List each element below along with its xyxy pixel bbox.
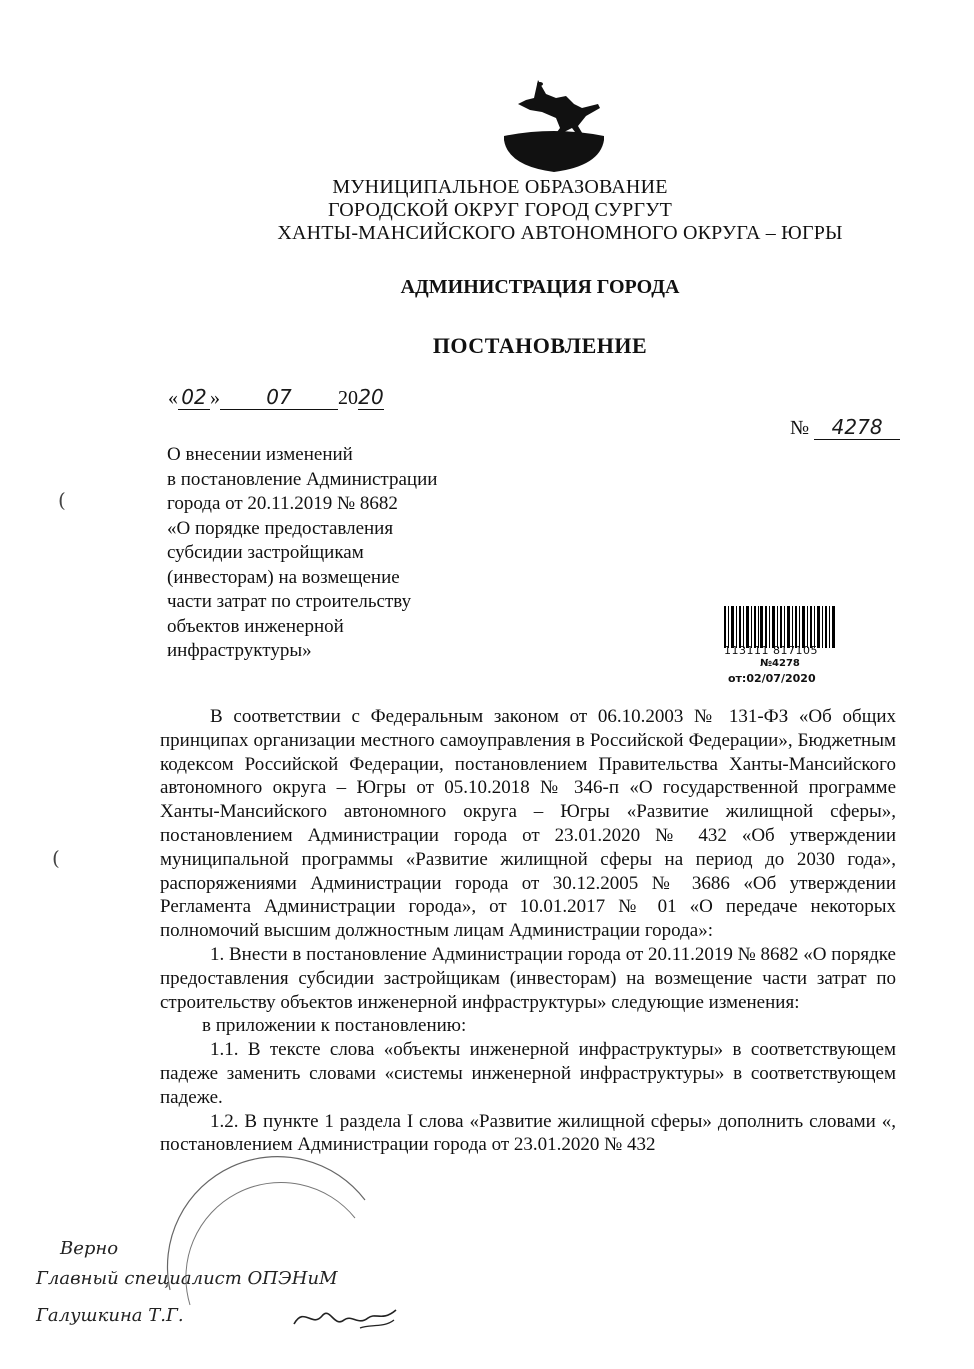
date-open-quote: « — [168, 387, 178, 409]
barcode-number: №4278 — [760, 658, 800, 669]
body-item-1: 1. Внести в постановление Администрации города от 20.11.2019 № 8682 «О порядке предоставления субсидии застройщикам (инвесторам) на возмещение части затрат по строительству объектов инженерной инфраструктуры» следующие изменения: — [160, 943, 896, 1013]
barcode-date: от:02/07/2020 — [728, 672, 816, 685]
body-item-1-sub: в приложении к постановлению: — [202, 1015, 467, 1037]
subject-line: субсидии застройщикам — [167, 542, 364, 563]
surgut-emblem-icon — [500, 74, 608, 174]
document-subject — [167, 443, 497, 664]
number-label: № — [790, 417, 810, 439]
margin-mark: ( — [52, 846, 60, 870]
handwritten-verified: Верно — [60, 1238, 119, 1259]
subject-line: О внесении изменений — [167, 444, 353, 465]
subject-line: «О порядке предоставления — [167, 517, 394, 539]
municipality-line-3: ХАНТЫ-МАНСИЙСКОГО АВТОНОМНОГО ОКРУГА – ЮГРЫ — [277, 222, 843, 244]
date-year-prefix: 20 — [338, 387, 358, 409]
document-type-title: ПОСТАНОВЛЕНИЕ — [432, 333, 648, 358]
body-item-1-2: 1.2. В пункте 1 раздела I слова «Развитие жилищной сферы» дополнить словами «, постановлением Администрации города от 23.01.2020 № 432 — [160, 1110, 896, 1156]
handwritten-position: Главный специалист ОПЭНиМ — [36, 1268, 338, 1289]
date-month: 07 — [220, 385, 338, 410]
handwritten-name: Галушкина Т.Г. — [36, 1305, 184, 1326]
subject-line: части затрат по строительству — [167, 591, 412, 612]
document-number — [790, 415, 900, 440]
subject-line: города от 20.11.2019 № 8682 — [167, 493, 398, 514]
municipality-line-2: ГОРОДСКОЙ ОКРУГ ГОРОД СУРГУТ — [327, 199, 673, 221]
number-value: 4278 — [814, 415, 900, 440]
date-day: 02 — [178, 385, 210, 410]
document-body — [160, 705, 896, 1157]
body-intro-paragraph: В соответствии с Федеральным законом от 06.10.2003 № 131-ФЗ «Об общих принципах организации местного самоуправления в Российской Федерации», Бюджетным кодексом Российской Федерации, постановлением Правительства Ханты-Мансийского автономного округа – Югры от 05.10.2018 № 346-п «О государственной программе Ханты-Мансийского автономного округа – Югры «Развитие жилищной сферы», постановлением Администрации города от 23.01.2020 № 432 «Об утверждении муниципальной программы «Развитие жилищной сферы на период до 2030 года», распоряжениями Администрации города от 30.12.2005 № 3686 «Об утверждении Регламента Администрации города», от 10.01.2017 № 01 «О передаче некоторых полномочий высшим должностным лицам Администрации города»: — [160, 706, 896, 942]
document-date — [168, 385, 384, 410]
subject-line: (инвесторам) на возмещение — [167, 566, 400, 588]
barcode-digits: 113111 817105 — [724, 644, 818, 657]
signature-icon — [290, 1298, 400, 1338]
margin-mark: ( — [58, 488, 66, 512]
administration-title: АДМИНИСТРАЦИЯ ГОРОДА — [400, 276, 680, 298]
subject-line: в постановление Администрации — [167, 468, 438, 490]
subject-line: инфраструктуры» — [167, 640, 312, 661]
date-year-suffix: 20 — [358, 385, 384, 409]
municipality-line-1: МУНИЦИПАЛЬНОЕ ОБРАЗОВАНИЕ — [332, 176, 668, 198]
date-close-quote: » — [210, 387, 220, 409]
barcode-icon — [724, 606, 836, 648]
subject-line: объектов инженерной — [167, 615, 344, 637]
body-item-1-1: 1.1. В тексте слова «объекты инженерной инфраструктуры» в соответствующем падеже заменить словами «системы инженерной инфраструктуры» в соответствующем падеже. — [160, 1039, 896, 1108]
